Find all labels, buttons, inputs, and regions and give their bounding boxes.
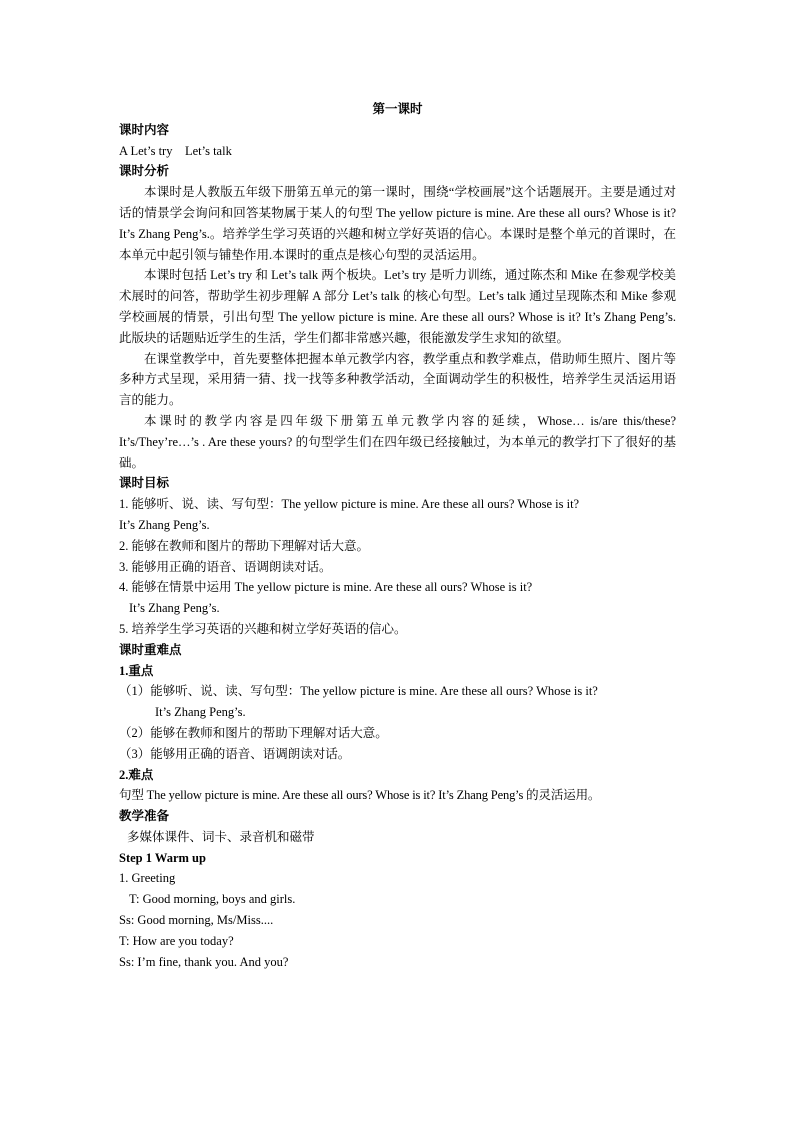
analysis-paragraph-2: 本课时包括 Let’s try 和 Let’s talk 两个板块。Let’s try 是听力训练，通过陈杰和 Mike 在参观学校美术展时的问答，帮助学生初步理解 A 部分 Let’s talk 的核心句型。Let’s talk 通过呈现陈杰和 Mike 参观学校画展的情景，引出句型 The yellow picture is mine. Are these all ours? Whose is it? It’s Zhang Peng’s. 此版块的话题贴近学生的生活，学生们都非常感兴趣，很能激发学生求知的欲望。 [119, 268, 676, 345]
goal-item: 1. 能够听、说、读、写句型：The yellow picture is mine. Are these all ours? Whose is it? [119, 497, 580, 512]
analysis-paragraph-1: 本课时是人教版五年级下册第五单元的第一课时，围绕“学校画展”这个话题展开。主要是通过对话的情景学会询问和回答某物属于某人的句型 The yellow picture is mine. Are these all ours? Whose is it? It’s Zhang Peng’s.。培养学生学习英语的兴趣和树立学好英语的信心。本课时是整个单元的首课时，在本单元中起引领与铺垫作用.本课时的重点是核心句型的灵活运用。 [119, 185, 676, 262]
step-line: 1. Greeting [119, 871, 176, 886]
content-text: A Let’s try Let’s talk [119, 143, 232, 158]
step-line: Ss: I’m fine, thank you. And you? [119, 954, 289, 969]
document-body [119, 99, 676, 972]
goal-item: 3. 能够用正确的语音、语调朗读对话。 [119, 559, 332, 574]
content-heading: 课时内容 [119, 122, 170, 137]
keypoints-heading: 课时重难点 [119, 642, 182, 657]
key-item: （2）能够在教师和图片的帮助下理解对话大意。 [119, 725, 388, 740]
difficult-heading: 2.难点 [119, 767, 154, 782]
step-heading: Step 1 Warm up [119, 850, 206, 865]
step-line: T: How are you today? [119, 933, 234, 948]
goal-item: 4. 能够在情景中运用 The yellow picture is mine. Are these all ours? Whose is it? [119, 580, 533, 595]
analysis-paragraph-4: 本课时的教学内容是四年级下册第五单元教学内容的延续，Whose… is/are this/these? It’s/They’re…’s . Are these yours? 的句型学生们在四年级已经接触过，为本单元的教学打下了很好的基础。 [119, 413, 676, 470]
difficult-text: 句型 The yellow picture is mine. Are these all ours? Whose is it? It’s Zhang Peng’s 的灵活运用。 [119, 788, 601, 803]
goal-item-continuation: It’s Zhang Peng’s. [119, 517, 210, 532]
key-item-continuation: It’s Zhang Peng’s. [155, 705, 246, 720]
page-title: 第一课时 [372, 102, 423, 116]
analysis-paragraph-3: 在课堂教学中，首先要整体把握本单元教学内容，教学重点和教学难点，借助师生照片、图片等多种方式呈现，采用猜一猜、找一找等多种教学活动，全面调动学生的积极性，培养学生灵活运用语言的能力。 [119, 351, 676, 408]
goals-heading: 课时目标 [119, 476, 170, 491]
goal-item-continuation: It’s Zhang Peng’s. [129, 601, 220, 616]
step-line: T: Good morning, boys and girls. [129, 892, 296, 907]
analysis-heading: 课时分析 [119, 164, 170, 179]
goal-item: 2. 能够在教师和图片的帮助下理解对话大意。 [119, 538, 370, 553]
key-heading: 1.重点 [119, 663, 154, 678]
key-item: （3）能够用正确的语音、语调朗读对话。 [119, 746, 351, 761]
key-item: （1）能够听、说、读、写句型：The yellow picture is mine. Are these all ours? Whose is it? [119, 684, 598, 699]
prep-text: 多媒体课件、词卡、录音机和磁带 [127, 829, 315, 844]
goal-item: 5. 培养学生学习英语的兴趣和树立学好英语的信心。 [119, 621, 407, 636]
step-line: Ss: Good morning, Ms/Miss.... [119, 913, 274, 928]
prep-heading: 教学准备 [119, 809, 170, 824]
